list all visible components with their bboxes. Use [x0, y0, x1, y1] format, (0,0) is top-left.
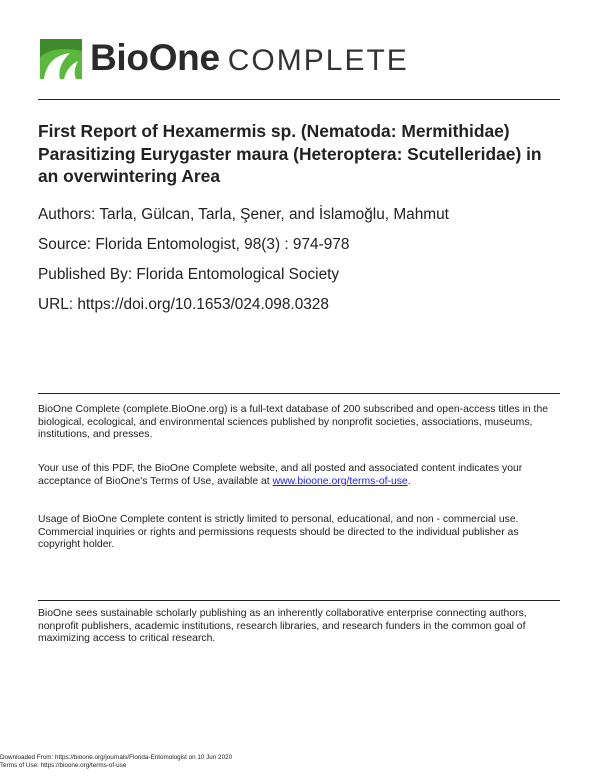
article-authors: Authors: Tarla, Gülcan, Tarla, Şener, and İslamoğlu, Mahmut — [38, 206, 449, 223]
article-source: Source: Florida Entomologist, 98(3) : 974-978 — [38, 236, 350, 253]
about-notice: BioOne Complete (complete.BioOne.org) is a full-text database of 200 subscribed and open-access titles in the biological, ecological, and environmental sciences published by nonprofit societies, associations, museums, institutions, and presses. — [38, 404, 548, 440]
terms-of-use-link[interactable]: www.bioone.org/terms-of-use — [272, 475, 408, 487]
footer-terms: Terms of Use: https://bioone.org/terms-of-use — [0, 762, 127, 769]
footer-downloaded: Downloaded From: https://bioone.org/journals/Florida-Entomologist on 10 Jun 2020 — [0, 754, 233, 761]
logo-brand-light: COMPLETE — [227, 43, 409, 77]
terms-period: . — [407, 475, 411, 487]
usage-notice: Usage of BioOne Complete content is strictly limited to personal, educational, and non - commercial use. Commercial inquiries or rights and permissions requests should be directed to the individual publisher as copyright holder. — [38, 514, 519, 550]
divider-middle — [38, 393, 560, 394]
logo-wordmark — [90, 38, 409, 81]
article-title: First Report of Hexamermis sp. (Nematoda: Mermithidae) Parasitizing Eurygaster maura (Heteroptera: Scutelleridae) in an overwintering Area — [38, 121, 542, 186]
terms-notice — [38, 463, 560, 488]
bioone-leaf-icon — [40, 39, 82, 79]
divider-bottom — [38, 600, 560, 601]
terms-text: Your use of this PDF, the BioOne Complete website, and all posted and associated content indicates your acceptance of BioOne's Terms of Use, available at — [38, 463, 523, 487]
bioone-logo — [40, 36, 409, 79]
divider-top — [38, 99, 560, 100]
article-url[interactable]: URL: https://doi.org/10.1653/024.098.0328 — [38, 296, 329, 313]
logo-brand-bold: BioOne — [90, 36, 220, 78]
mission-statement: BioOne sees sustainable scholarly publishing as an inherently collaborative enterprise connecting authors, nonprofit publishers, academic institutions, research libraries, and research funders in the common goal of maximizing access to critical research. — [38, 608, 527, 644]
article-publisher: Published By: Florida Entomological Society — [38, 266, 340, 283]
